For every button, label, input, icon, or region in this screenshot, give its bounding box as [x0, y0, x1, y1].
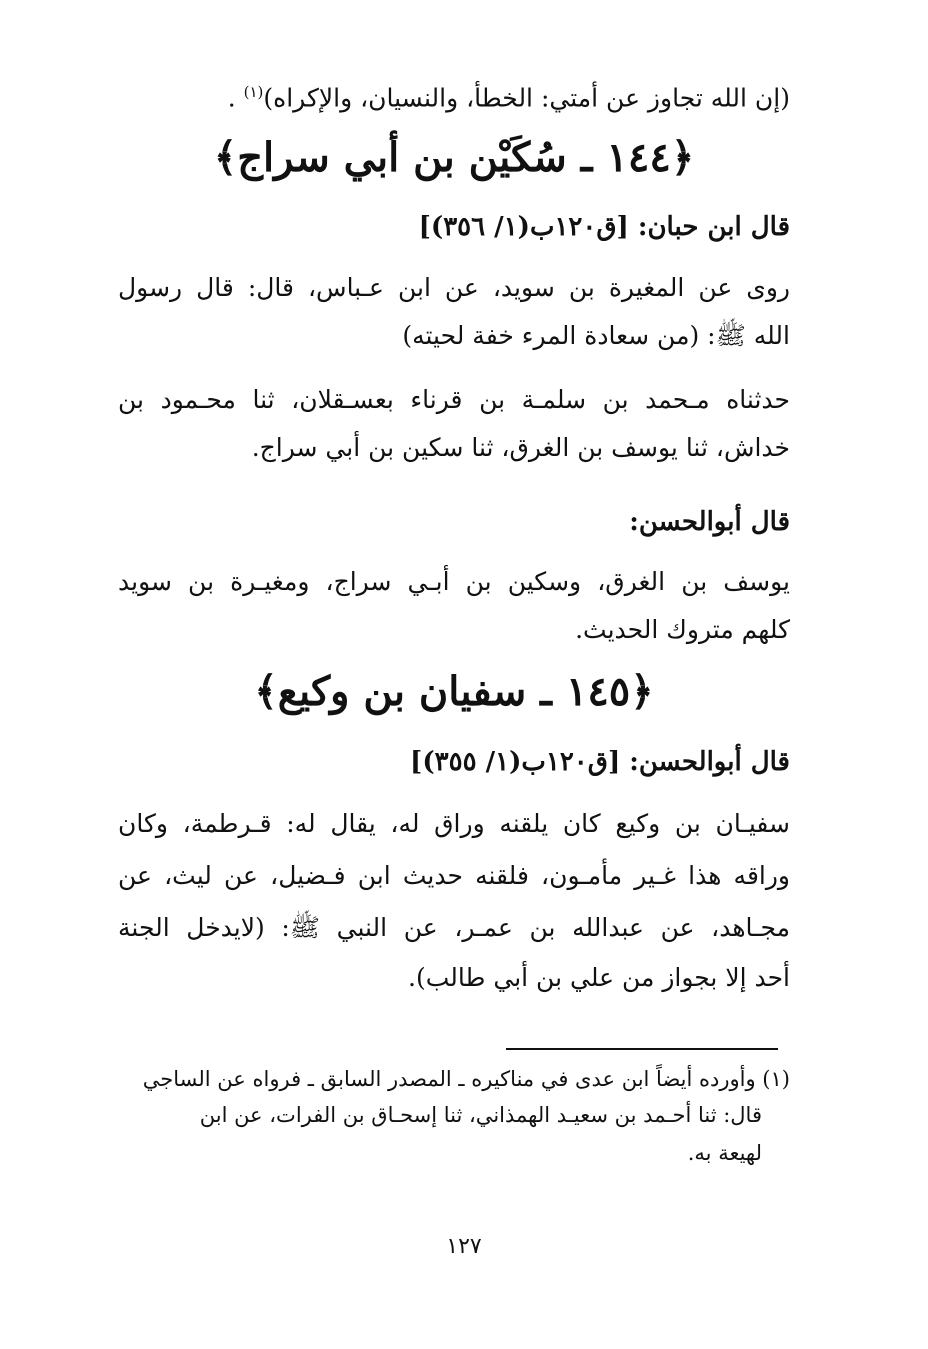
entry-145-para1-line3: مجـاهد، عن عبدالله بن عمـر، عن النبي ﷺ: (لايدخل الجنة — [118, 913, 790, 942]
entry-144-para2-line1: حدثناه مـحمد بن سلمـة بن قرناء بعسـقلان، ثنا محـمود بن — [118, 385, 790, 414]
entry-145-para1-line1: سفيـان بن وكيع كان يلقنه وراق له، يقال له: قـرطمة، وكان — [118, 809, 790, 838]
footnote-line2: قال: ثنا أحـمد بن سعيـد الهمذاني، ثنا إسحـاق بن الفرات، عن ابن — [199, 1103, 762, 1127]
entry-145-source-label: قال أبوالحسن: [ق١٢٠ب(١/ ٣٥٥)] — [410, 747, 790, 777]
continuation-tail: . — [227, 83, 244, 113]
entry-144-para2-line2: خداش، ثنا يوسف بن الغرق، ثنا سكين بن أبي سراج. — [251, 433, 790, 462]
entry-144-heading: ﴿١٤٤ ـ سُكَيْن بن أبي سراج﴾ — [213, 134, 695, 181]
entry-145-para1-line4: أحد إلا بجواز من علي بن أبي طالب). — [408, 963, 790, 992]
continuation-line — [180, 72, 790, 118]
abulhasan-label: قال أبوالحسن: — [629, 507, 790, 537]
page-number: ١٢٧ — [446, 1234, 482, 1259]
continuation-text: (إن الله تجاوز عن أمتي: الخطأ، والنسيان، والإكراه) — [263, 83, 790, 113]
entry-144-para1-line1: روى عن المغيرة بن سويد، عن ابن عـباس، قال: قال رسول — [118, 273, 790, 302]
entry-145-para1-line2: وراقه هذا غـير مأمـون، فلقنه حديث ابن فـضيل، عن ليث، عن — [118, 861, 790, 890]
footnote-divider — [506, 1048, 778, 1050]
entry-144-para3-line1: يوسف بن الغرق، وسكين بن أبـي سراج، ومغيـرة بن سويد — [118, 567, 790, 596]
footnote-marker: (١) — [243, 83, 264, 101]
footnote-line3: لهيعة به. — [687, 1141, 762, 1165]
entry-144-para3-line2: كلهم متروك الحديث. — [575, 615, 790, 644]
entry-144-source-label: قال ابن حبان: [ق١٢٠ب(١/ ٣٥٦)] — [418, 212, 790, 242]
entry-144-para1-line2: الله ﷺ: (من سعادة المرء خفة لحيته) — [402, 321, 790, 350]
footnote-line1: (١) وأورده أيضاً ابن عدى في مناكيره ـ المصدر السابق ـ فرواه عن الساجي — [142, 1067, 790, 1091]
entry-145-heading: ﴿١٤٥ ـ سفيان بن وكيع﴾ — [254, 668, 654, 715]
